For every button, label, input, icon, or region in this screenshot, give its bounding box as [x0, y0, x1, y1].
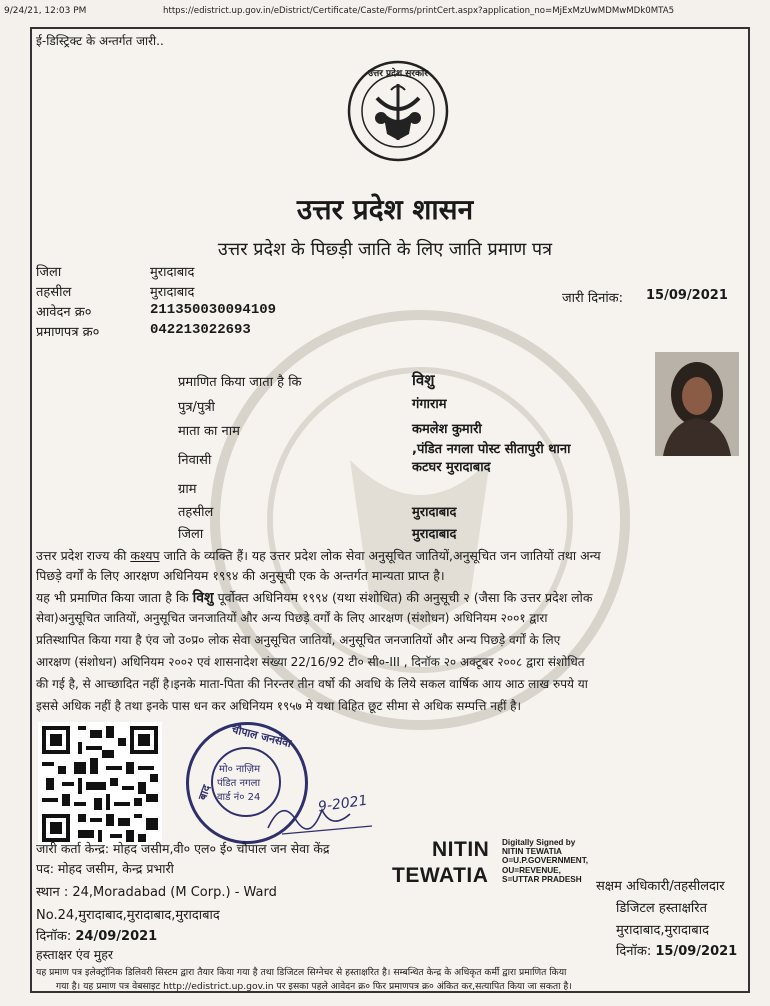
handwritten-date: 9-2021 [317, 792, 369, 816]
digital-sig-details [502, 838, 588, 884]
issuer-kendra: जारी कर्ता केन्द्र: मोहद जसीम,वी० एल० ई० चौपाल जन सेवा केंद्र [36, 841, 330, 856]
digital-sig-name-2: TEWATIA [392, 864, 489, 887]
address-line-1: ,पंडित नगला पोस्ट सीतापुरी थाना [412, 442, 571, 457]
officer-title: सक्षम अधिकारी/तहसीलदार [596, 879, 725, 894]
meta-label-certificate-no: प्रमाणपत्र क्र० [36, 325, 100, 340]
para2-start: यह भी प्रमाणित किया जाता है कि [36, 590, 189, 605]
emblem-text: उत्तर प्रदेश सरकार [368, 69, 428, 79]
footer-line-2: गया है। यह प्रमाण पत्र वेबसाइट http://edistrict.up.gov.in पर इसका पहले आवेदन क्र० फिर प्रमाणपत्र क्र० अंकित कर,सत्यापित किया जा सकता है। [56, 981, 572, 992]
para2-name: विशु [192, 590, 214, 606]
issuer-pad: पद: मोहद जसीम, केन्द्र प्रभारी [36, 861, 174, 876]
applicant-photo [655, 352, 739, 456]
officer-place: मुरादाबाद,मुरादाबाद [616, 923, 709, 938]
digital-sig-line-2: NITIN TEWATIA [502, 847, 562, 857]
detail-label-tehsil: तहसील [178, 505, 214, 520]
officer-date-label: दिनॉक: [616, 944, 652, 959]
para2-line5: की गई है, से आच्छादित नहीं है।इनके माता-पिता की निरन्तर तीन वर्षो की अवधि के लिये सकल वार्षिक आय आठ लाख रुपये या [36, 677, 588, 691]
footer-line-1: यह प्रमाण पत्र इलेक्ट्रॉनिक डिलिवरी सिस्टम द्वारा तैयार किया गया है तथा डिजिटल सिग्नेचर से हस्ताक्षरित है। सम्बन्धित केन्द्र के अधिकृत कर्मी द्वारा प्रमाणित किया [36, 967, 567, 978]
para2-line2: सेवा)अनुसूचित जातियों, अनुसूचित जनजातियों और अन्य पिछड़े वर्गों के लिए आरक्षण (संशोधन) अधिनियम २००१ द्वारा [36, 611, 548, 625]
digital-sig-name-1: NITIN [432, 838, 490, 861]
detail-label-resident: निवासी [178, 453, 212, 468]
top-left-note: ई-डिस्ट्रिक्ट के अन्तर्गत जारी.. [36, 34, 164, 48]
paragraph-certification [36, 588, 593, 609]
para2-line6: इससे अधिक नहीं है तथा इनके पास धन कर अधिनियम १९५७ मे यथा विहित छूट सीमा से अधिक सम्पत्ति नहीं है। [36, 699, 522, 713]
para1-start: उत्तर प्रदेश राज्य की [36, 548, 127, 563]
district-value: मुरादाबाद [412, 527, 457, 542]
digital-sig-line-1: Digitally Signed by [502, 838, 576, 847]
meta-value-district: मुरादाबाद [150, 265, 195, 280]
qr-code [38, 722, 162, 846]
issue-date: 15/09/2021 [646, 288, 728, 303]
address-line-2: कटघर मुरादाबाद [412, 460, 491, 475]
issue-date-label: जारी दिनांक: [562, 291, 624, 306]
applicant-name: विशु [412, 371, 435, 389]
officer-signature-status: डिजिटल हस्ताक्षरित [616, 901, 707, 916]
mother-name: कमलेश कुमारी [412, 422, 482, 437]
issuer-sign-label: हस्ताक्षर एंव मुहर [36, 947, 113, 962]
father-name: गंगाराम [412, 397, 447, 412]
caste-name: कश्यप [130, 548, 160, 563]
detail-label-village: ग्राम [178, 482, 197, 497]
para2-line3: प्रतिस्थापित किया गया है एंव जो उ०प्र० लोक सेवा अनुसूचित जातियों, अनुसूचित जनजातियों और अन्य पिछड़े वर्गों के लिए [36, 633, 561, 647]
para2-line4: आरक्षण (संशोधन) अधिनियम २००२ एवं शासनादेश संख्या 22/16/92 टी० सी०-III , दिनॉक २० अक्टूबर २००८ द्वारा संशोधित [36, 655, 585, 669]
digital-sig-line-5: S=UTTAR PRADESH [502, 874, 582, 884]
issuer-date-label: दिनॉक: [36, 929, 72, 944]
paragraph-caste [36, 546, 748, 567]
stamp-outer-text: चौपाल जनसेवा [230, 722, 293, 751]
issuer-date-row [36, 926, 157, 944]
detail-label-mother: माता का नाम [178, 424, 240, 439]
para1-line2: पिछड़े वर्गों के लिए आरक्षण अधिनियम १९९४ की अनुसूची एक के अन्तर्गत मान्यता प्राप्त है। [36, 568, 445, 583]
print-url[interactable]: https://edistrict.up.gov.in/eDistrict/Certificate/Caste/Forms/printCert.aspx?application_no=MjExMzUwMDMwMDk0MTA5 [163, 6, 675, 16]
print-datetime: 9/24/21, 12:03 PM [4, 6, 87, 16]
digital-sig-line-3: O=U.P.GOVERNMENT, [502, 856, 589, 866]
stamp-line-2: पंडित नगला [217, 778, 261, 789]
meta-value-tehsil: मुरादाबाद [150, 285, 195, 300]
certificate-subtitle: उत्तर प्रदेश के पिछ्ड़ी जाति के लिए जाति प्रमाण पत्र [217, 239, 553, 260]
certificate-number: 042213022693 [150, 322, 251, 338]
officer-date: 15/09/2021 [655, 944, 738, 959]
certificate-title: उत्तर प्रदेश शासन [296, 193, 474, 226]
meta-label-tehsil: तहसील [36, 285, 72, 300]
para2-rest: पूर्वोक्त अधिनियम १९९४ (यथा संशोधित) की अनुसूची २ (जैसा कि उत्तर प्रदेश लोक [217, 590, 593, 605]
detail-label-district: जिला [178, 527, 204, 542]
officer-date-row [616, 941, 737, 959]
issuer-place-2: No.24,मुरादाबाद,मुरादाबाद,मुरादाबाद [36, 908, 220, 923]
meta-label-application-no: आवेदन क्र० [36, 305, 92, 320]
stamp-line-3: वार्ड नं० 24 [217, 792, 261, 803]
digital-sig-line-4: OU=REVENUE, [502, 865, 561, 875]
detail-label-certified: प्रमाणित किया जाता है कि [178, 375, 302, 390]
issuer-date: 24/09/2021 [75, 929, 158, 944]
meta-label-district: जिला [36, 265, 62, 280]
application-number: 211350030094109 [150, 302, 277, 318]
stamp-side-text: बाद [195, 783, 214, 802]
stamp-line-1: मो० नाज़िम [219, 764, 261, 775]
detail-label-child-of: पुत्र/पुत्री [178, 400, 215, 415]
para1-rest: जाति के व्यक्ति हैं। यह उत्तर प्रदेश लोक सेवा अनुसूचित जातियों,अनुसूचित जन जातियों तथा अन्य [163, 548, 601, 563]
issuer-place-1: स्थान : 24,Moradabad (M Corp.) - Ward [36, 885, 277, 900]
tehsil-value: मुरादाबाद [412, 505, 457, 520]
